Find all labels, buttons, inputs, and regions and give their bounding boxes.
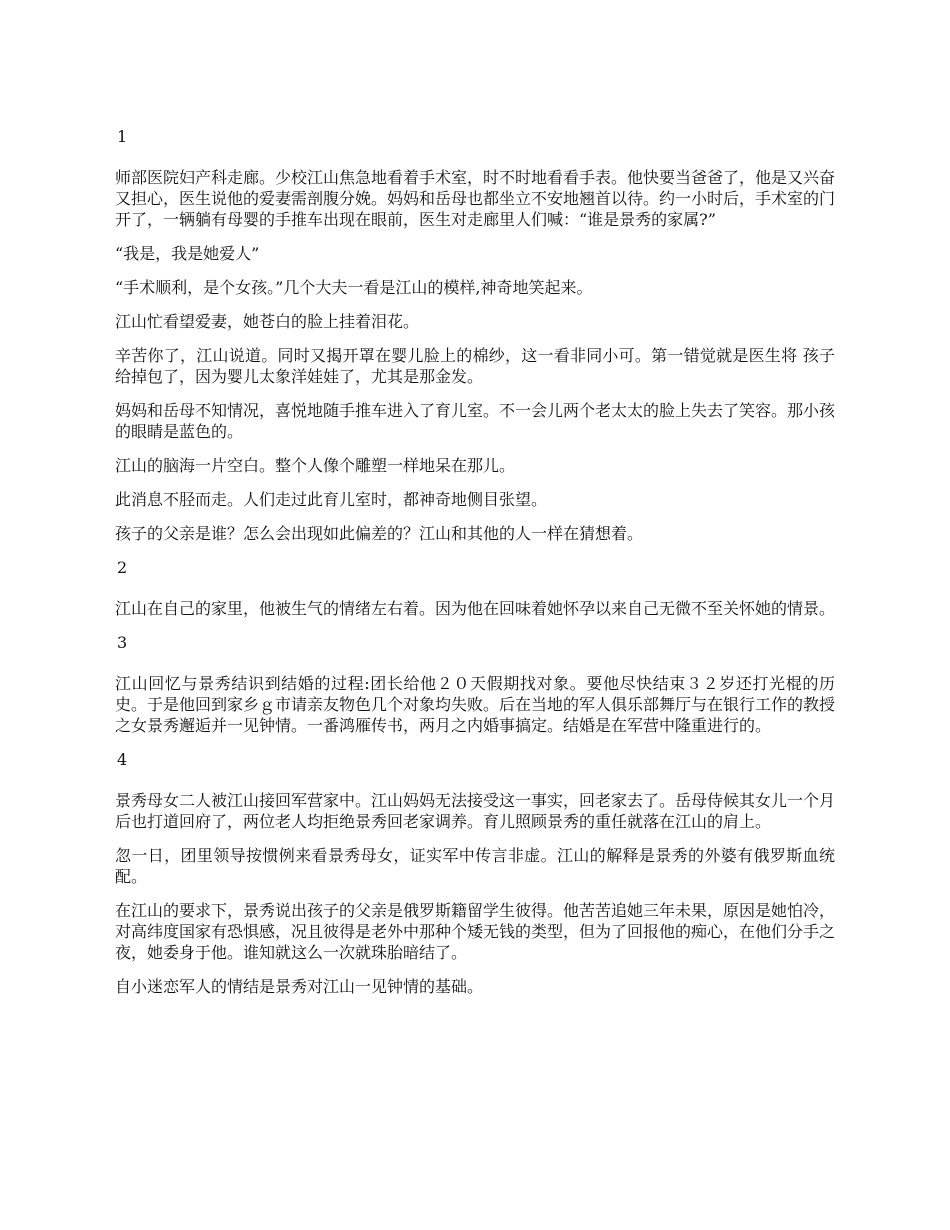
section-number: 3 [117, 633, 128, 652]
section-1 [115, 126, 835, 544]
section-4 [115, 749, 835, 997]
section-3 [115, 632, 835, 736]
paragraph: 此消息不胫而走。人们走过此育儿室时，都神奇地侧目张望。 [115, 490, 548, 509]
paragraph: 江山的脑海一片空白。整个人像个雕塑一样地呆在那儿。 [115, 456, 516, 475]
paragraph: 忽一日，团里领导按惯例来看景秀母女，证实军中传言非虚。江山的解释是景秀的外婆有俄罗斯血统配。 [115, 846, 835, 886]
paragraph: 孩子的父亲是谁？怎么会出现如此偏差的？江山和其他的人一样在猜想着。 [115, 524, 644, 543]
document-page [115, 126, 835, 1010]
paragraph: 江山在自己的家里，他被生气的情绪左右着。因为他在回味着她怀孕以来自己无微不至关怀她的情景。 [115, 599, 836, 618]
section-number: 4 [117, 750, 128, 769]
paragraph: 景秀母女二人被江山接回军营家中。江山妈妈无法接受这一事实，回老家去了。岳母侍候其女儿一个月后也打道回府了，两位老人均拒绝景秀回老家调养。育儿照顾景秀的重任就落在江山的肩上。 [115, 791, 836, 831]
paragraph: 师部医院妇产科走廊。少校江山焦急地看着手术室，时不时地看看手表。他快要当爸爸了，他是又兴奋又担心，医生说他的爱妻需剖腹分娩。妈妈和岳母也都坐立不安地翘首以待。约一小时后，手术室的门开了，一辆躺有母婴的手推车出现在眼前，医生对走廊里人们喊：“谁是景秀的家属?” [115, 168, 836, 229]
paragraph: “手术顺利，是个女孩。”几个大夫一看是江山的模样,神奇地笑起来。 [115, 278, 593, 297]
section-number: 2 [117, 558, 128, 577]
paragraph: 江山回忆与景秀结识到结婚的过程:团长给他２０天假期找对象。要他尽快结束３２岁还打光棍的历史。于是他回到家乡ｇ市请亲友物色几个对象均失败。后在当地的军人俱乐部舞厅与在银行工作的教授之女景秀邂逅并一见钟情。一番鸿雁传书，两月之内婚事搞定。结婚是在军营中隆重进行的。 [115, 674, 836, 735]
paragraph: 自小迷恋军人的情结是景秀对江山一见钟情的基础。 [115, 977, 484, 996]
paragraph: 在江山的要求下，景秀说出孩子的父亲是俄罗斯籍留学生彼得。他苦苦追她三年未果，原因是她怕冷，对高纬度国家有恐惧感，况且彼得是老外中那种个矮无钱的类型，但为了回报他的痴心，在他们分手之夜，她委身于他。谁知就这么一次就珠胎暗结了。 [115, 901, 836, 962]
paragraph: 江山忙看望爱妻，她苍白的脸上挂着泪花。 [115, 312, 420, 331]
section-2 [115, 557, 835, 619]
paragraph: 妈妈和岳母不知情况，喜悦地随手推车进入了育儿室。不一会儿两个老太太的脸上失去了笑容。那小孩的眼睛是蓝色的。 [115, 401, 836, 441]
paragraph: 辛苦你了，江山说道。同时又揭开罩在婴儿脸上的棉纱，这一看非同小可。第一错觉就是医生将 孩子给掉包了，因为婴儿太象洋娃娃了，尤其是那金发。 [115, 346, 835, 386]
section-number: 1 [117, 127, 128, 146]
paragraph: “我是，我是她爱人” [115, 244, 260, 263]
